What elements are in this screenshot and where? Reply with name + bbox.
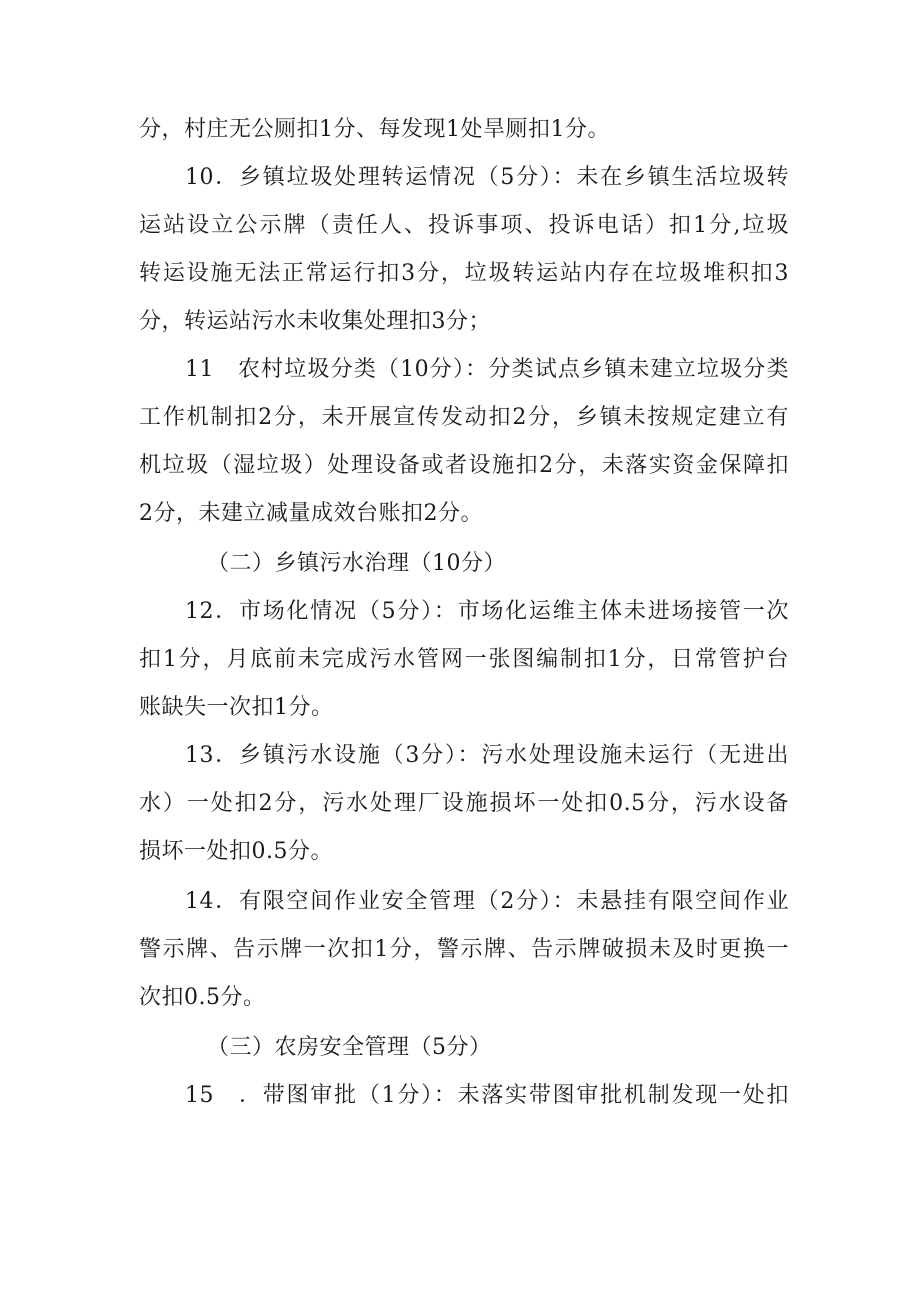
- section-heading-3: （三）农房安全管理（5分）: [207, 1035, 492, 1060]
- paragraph-line: 水）一处扣2分，污水处理厂设施损坏一处扣0.5分，污水设备: [139, 791, 789, 816]
- item-11-line: 11 农村垃圾分类（10分）：分类试点乡镇未建立垃圾分类: [185, 357, 789, 382]
- paragraph-line: 警示牌、告示牌一次扣1分，警示牌、告示牌破损未及时更换一: [139, 937, 789, 962]
- paragraph-line: 扣1分，月底前未完成污水管网一张图编制扣1分，日常管护台: [139, 647, 789, 672]
- item-12-line: 12．市场化情况（5分）：市场化运维主体未进场接管一次: [185, 599, 789, 624]
- item-15-line: 15 ．带图审批（1分）：未落实带图审批机制发现一处扣: [185, 1083, 789, 1108]
- paragraph-line: 运站设立公示牌（责任人、投诉事项、投诉电话）扣1分,垃圾: [139, 213, 789, 238]
- paragraph-line: 分，转运站污水未收集处理扣3分；: [139, 309, 491, 334]
- paragraph-line: 2分，未建立减量成效台账扣2分。: [139, 501, 483, 526]
- paragraph-line: 次扣0.5分。: [139, 985, 266, 1010]
- section-heading-2: （二）乡镇污水治理（10分）: [207, 551, 506, 576]
- item-14-line: 14．有限空间作业安全管理（2分）：未悬挂有限空间作业: [185, 889, 789, 914]
- paragraph-line: 分，村庄无公厕扣1分、每发现1处旱厕扣1分。: [139, 117, 610, 142]
- item-10-line: 10．乡镇垃圾处理转运情况（5分）：未在乡镇生活垃圾转: [185, 165, 789, 190]
- item-13-line: 13．乡镇污水设施（3分）：污水处理设施未运行（无进出: [185, 743, 789, 768]
- paragraph-line: 工作机制扣2分，未开展宣传发动扣2分，乡镇未按规定建立有: [139, 405, 789, 430]
- paragraph-line: 机垃圾（湿垃圾）处理设备或者设施扣2分，未落实资金保障扣: [139, 453, 789, 478]
- paragraph-line: 损坏一处扣0.5分。: [139, 839, 333, 864]
- paragraph-line: 账缺失一次扣1分。: [139, 695, 334, 720]
- paragraph-line: 转运设施无法正常运行扣3分，垃圾转运站内存在垃圾堆积扣3: [139, 261, 789, 286]
